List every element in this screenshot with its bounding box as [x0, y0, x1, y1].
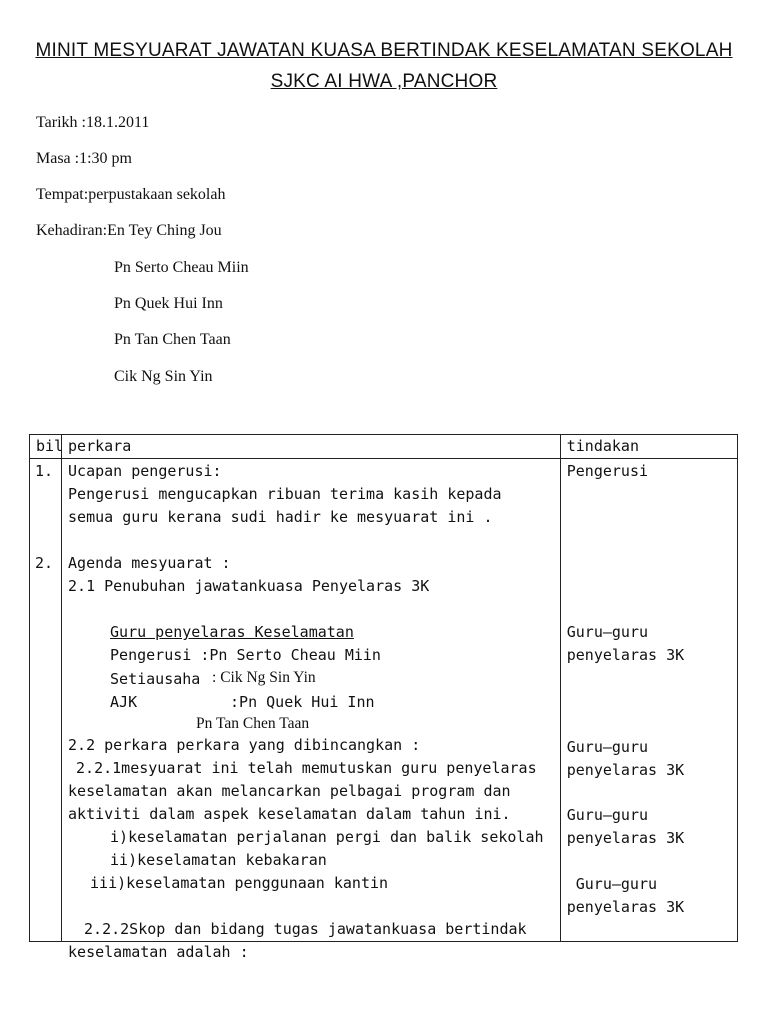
text-line: semua guru kerana sudi hadir ke mesyuarat ini .: [68, 508, 493, 526]
text-line: Setiausaha: [110, 670, 201, 688]
table-row: [30, 459, 738, 942]
text-line: keselamatan akan melancarkan pelbagai program dan: [68, 782, 511, 800]
action-text: Guru—guru: [566, 806, 649, 824]
table-header-row: [30, 435, 738, 459]
item-number: 2.: [35, 554, 54, 572]
attendee: Pn Tan Chen Taan: [114, 331, 231, 348]
text-line: 2.1 Penubuhan jawatankuasa Penyelaras 3K: [68, 577, 430, 595]
committee-heading: Guru penyelaras Keselamatan: [110, 623, 354, 641]
text-line: ii)keselamatan kebakaran: [110, 851, 327, 869]
action-text: penyelaras 3K: [566, 646, 685, 664]
text-line: 2.2 perkara perkara yang dibincangkan :: [68, 736, 421, 754]
action-text: Guru—guru: [566, 623, 649, 641]
bil-cell: [30, 459, 62, 942]
text-line: i)keselamatan perjalanan pergi dan balik sekolah: [110, 828, 544, 846]
action-text: penyelaras 3K: [566, 761, 685, 779]
text-line: aktiviti dalam aspek keselamatan dalam tahun ini.: [68, 805, 511, 823]
action-text: Guru—guru: [566, 738, 649, 756]
text-line: Pengerusi mengucapkan ribuan terima kasih kepada: [68, 485, 502, 503]
text-line: iii)keselamatan penggunaan kantin: [90, 874, 389, 892]
perkara-cell: [62, 459, 561, 961]
header-bil: bil: [30, 435, 62, 459]
minutes-table: [29, 434, 738, 961]
text-line: :Pn Quek Hui Inn: [230, 693, 375, 711]
title-line-2: SJKC AI HWA ,PANCHOR: [270, 71, 498, 92]
meeting-date: Tarikh :18.1.2011: [36, 114, 150, 131]
title-line-1: MINIT MESYUARAT JAWATAN KUASA BERTINDAK KESELAMATAN SEKOLAH: [35, 40, 733, 61]
tindakan-cell: [560, 459, 737, 942]
meeting-venue: Tempat:perpustakaan sekolah: [36, 186, 226, 203]
text-line: Agenda mesyuarat :: [68, 554, 231, 572]
action-text: Pengerusi: [566, 462, 649, 480]
text-line: AJK: [110, 693, 138, 711]
text-line: Pengerusi :Pn Serto Cheau Miin: [110, 646, 381, 664]
meeting-time: Masa :1:30 pm: [36, 150, 132, 167]
text-line: Pn Tan Chen Taan: [196, 715, 310, 732]
item-number: 1.: [35, 462, 54, 480]
header-tindakan: tindakan: [560, 435, 737, 459]
attendee: Pn Quek Hui Inn: [114, 295, 223, 312]
action-text: Guru—guru: [575, 875, 658, 893]
attendance-label: Kehadiran:En Tey Ching Jou: [36, 222, 222, 239]
attendee: Pn Serto Cheau Miin: [114, 259, 249, 276]
header-perkara: perkara: [62, 435, 561, 459]
text-line: Ucapan pengerusi:: [68, 462, 222, 480]
action-text: penyelaras 3K: [566, 829, 685, 847]
action-text: penyelaras 3K: [566, 898, 685, 916]
text-line: : Cik Ng Sin Yin: [212, 669, 316, 686]
text-line: keselamatan adalah :: [68, 943, 249, 961]
text-line: 2.2.2Skop dan bidang tugas jawatankuasa bertindak: [84, 920, 527, 938]
text-line: 2.2.1mesyuarat ini telah memutuskan guru penyelaras: [76, 759, 537, 777]
attendee: Cik Ng Sin Yin: [114, 368, 213, 385]
